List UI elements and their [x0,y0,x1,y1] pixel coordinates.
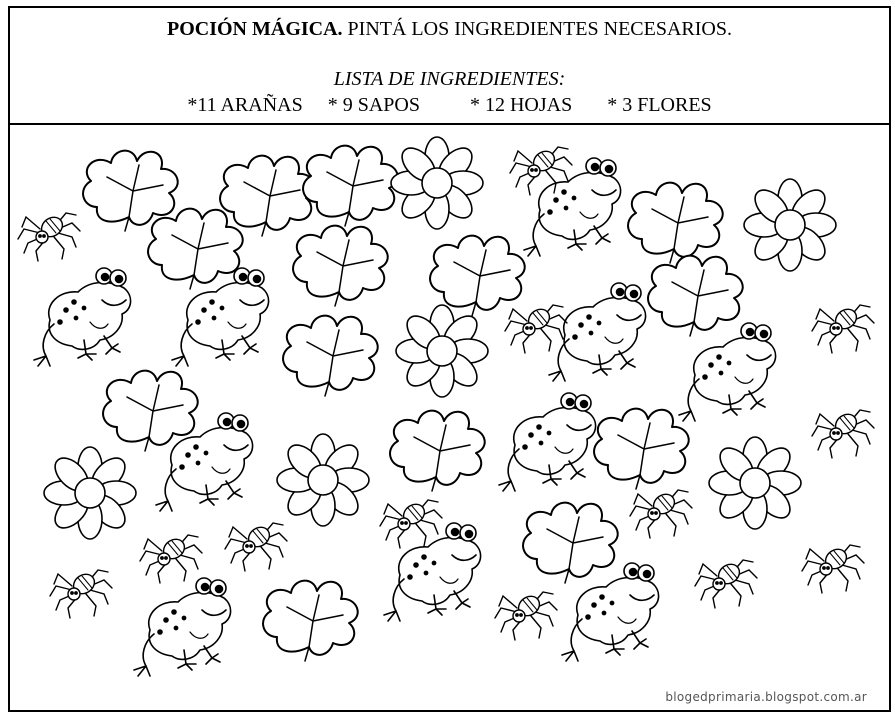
ingredient-leaves: * 12 HOJAS [469,94,573,116]
ingredients-heading: LISTA DE INGREDIENTES: [333,68,566,90]
flower-icon [744,179,836,271]
frog-icon [562,563,659,661]
source-credit: blogedprimaria.blogspot.com.ar [665,690,867,704]
leaf-icon [283,316,378,396]
flower-icon [709,437,801,529]
ingredient-spiders: *11 ARAÑAS [187,94,303,116]
title-bold: POCIÓN MÁGICA. [167,18,343,40]
leaf-icon [628,183,723,263]
spider-icon [505,305,567,353]
leaf-icon [430,236,525,316]
title-instruction: PINTÁ LOS INGREDIENTES NECESARIOS. [342,18,732,40]
spider-icon [18,213,80,261]
flower-icon [44,447,136,539]
flower-icon [277,434,369,526]
frog-icon [172,268,269,366]
spider-icon [50,570,112,618]
spider-icon [695,560,757,608]
page-title [10,18,889,41]
coloring-area [10,125,889,710]
spider-icon [495,592,557,640]
ingredient-flowers: * 3 FLORES [607,94,712,116]
frog-icon [499,393,596,491]
leaf-icon [303,146,398,226]
flower-icon [396,305,488,397]
worksheet-header [10,8,889,125]
spider-icon [812,410,874,458]
flower-icon [391,137,483,229]
leaf-icon [263,581,358,661]
frog-icon [549,283,646,381]
leaf-icon [220,156,315,236]
leaf-icon [594,409,689,489]
spider-icon [140,535,202,583]
ingredient-frogs: * 9 SAPOS [327,94,420,116]
spider-icon [630,490,692,538]
leaf-icon [390,411,485,491]
worksheet [8,6,891,712]
spider-icon [225,523,287,571]
frog-icon [679,323,776,421]
leaf-icon [293,226,388,306]
frog-icon [34,268,131,366]
leaf-icon [648,256,743,336]
ingredients-list [10,94,889,117]
spider-icon [380,500,442,548]
frog-icon [134,578,231,676]
spider-icon [802,545,864,593]
spider-icon [812,305,874,353]
leaf-icon [148,209,243,289]
leaf-icon [523,503,618,583]
